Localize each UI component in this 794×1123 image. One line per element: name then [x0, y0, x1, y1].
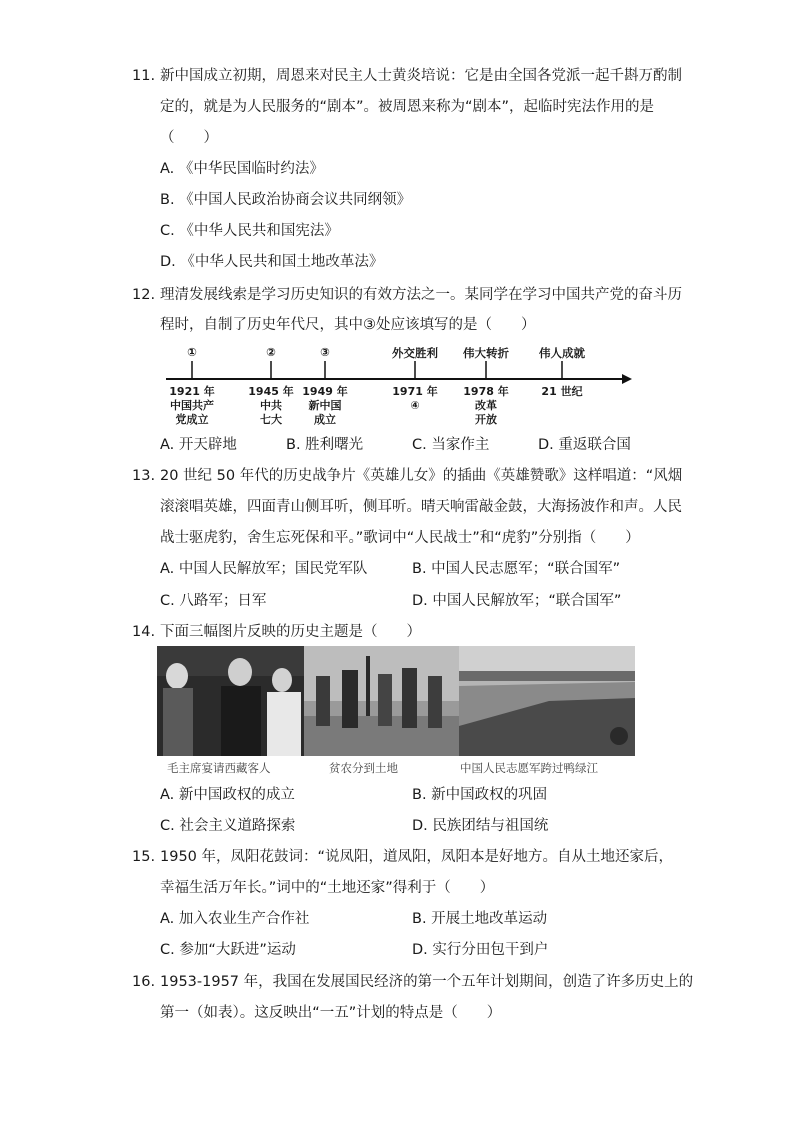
photo-banquet-image [157, 646, 304, 756]
option-d[interactable]: D. 重返联合国 [538, 437, 631, 453]
question-text: 战士驱虎豹，舍生忘死保和平。”歌词中“人民战士”和“虎豹”分别指（ ） [160, 530, 640, 546]
option-a[interactable]: A. 新中国政权的成立 [160, 787, 295, 803]
question-text: 滚滚唱英雄，四面青山侧耳听，侧耳听。晴天响雷敲金鼓，大海扬波作和声。人民 [160, 499, 682, 515]
question-number: 11. [132, 68, 156, 84]
timeline-marker-2: ② [266, 345, 276, 359]
option-a[interactable]: A. 《中华民国临时约法》 [160, 161, 324, 177]
option-b[interactable]: B. 胜利曙光 [286, 437, 364, 453]
option-a[interactable]: A. 加入农业生产合作社 [160, 911, 310, 927]
photo-caption-banquet: 毛主席宴请西藏客人 [167, 761, 271, 775]
timeline-event-21c: 21 世纪 [541, 385, 583, 398]
photo-strip [157, 646, 635, 776]
photo-yalu-river [459, 646, 635, 756]
photo-land-reform [304, 646, 459, 756]
option-d[interactable]: D. 实行分田包干到户 [412, 942, 549, 958]
question-text: 定的，就是为人民服务的“剧本”。被周恩来称为“剧本”，起临时宪法作用的是 [160, 99, 655, 115]
option-d[interactable]: D. 中国人民解放军；“联合国军” [412, 593, 622, 609]
question-number: 16. [132, 974, 156, 990]
question-text: 20 世纪 50 年代的历史战争片《英雄儿女》的插曲《英雄赞歌》这样唱道：“风烟 [160, 468, 683, 484]
option-b[interactable]: B. 开展土地改革运动 [412, 911, 548, 927]
timeline-event-1971: 1971 年 ④ [392, 385, 438, 412]
timeline-marker-turning: 伟大转折 [463, 346, 509, 360]
option-a[interactable]: A. 开天辟地 [160, 437, 237, 453]
question-text: 新中国成立初期，周恩来对民主人士黄炎培说：它是由全国各党派一起千斟万酌制 [160, 68, 682, 84]
option-c[interactable]: C. 社会主义道路探索 [160, 818, 296, 834]
timeline-marker-1: ① [187, 345, 197, 359]
question-number: 14. [132, 624, 156, 640]
timeline-marker-achievement: 伟人成就 [539, 346, 585, 360]
question-text: 程时，自制了历史年代尺，其中③处应该填写的是（ ） [160, 317, 536, 333]
option-b[interactable]: B. 新中国政权的巩固 [412, 787, 548, 803]
history-timeline [160, 343, 640, 438]
question-number: 12. [132, 287, 156, 303]
option-b[interactable]: B. 《中国人民政治协商会议共同纲领》 [160, 192, 412, 208]
option-a[interactable]: A. 中国人民解放军；国民党军队 [160, 561, 368, 577]
option-b[interactable]: B. 中国人民志愿军；“联合国军” [412, 561, 621, 577]
option-c[interactable]: C. 参加“大跃进”运动 [160, 942, 296, 958]
photo-caption-yalu-river: 中国人民志愿军跨过鸭绿江 [460, 761, 598, 775]
photo-land-reform-image [304, 646, 459, 756]
option-d[interactable]: D. 《中华人民共和国土地改革法》 [160, 254, 384, 270]
question-number: 15. [132, 849, 156, 865]
photo-yalu-river-image [459, 646, 635, 756]
photo-banquet [157, 646, 304, 756]
timeline-event-1978: 1978 年 改革 开放 [463, 385, 509, 426]
option-c[interactable]: C. 当家作主 [412, 437, 490, 453]
question-text: 下面三幅图片反映的历史主题是（ ） [160, 624, 421, 640]
question-text: （ ） [160, 130, 218, 146]
photo-caption-land-reform: 贫农分到土地 [329, 761, 398, 775]
timeline-event-1945: 1945 年 中共 七大 [248, 385, 294, 426]
question-text: 幸福生活万年长。”词中的“土地还家”得利于（ ） [160, 880, 495, 896]
timeline-event-1921: 1921 年 中国共产 党成立 [169, 385, 215, 426]
question-text: 理清发展线索是学习历史知识的有效方法之一。某同学在学习中国共产党的奋斗历 [160, 287, 682, 303]
timeline-event-1949: 1949 年 新中国 成立 [302, 385, 348, 426]
option-c[interactable]: C. 八路军；日军 [160, 593, 267, 609]
question-text: 1953-1957 年，我国在发展国民经济的第一个五年计划期间，创造了许多历史上的 [160, 974, 694, 990]
question-text: 1950 年，凤阳花鼓词：“说凤阳，道凤阳，凤阳本是好地方。自从土地还家后， [160, 849, 674, 865]
option-c[interactable]: C. 《中华人民共和国宪法》 [160, 223, 339, 239]
timeline-marker-diplomacy: 外交胜利 [392, 346, 438, 360]
question-number: 13. [132, 468, 156, 484]
timeline-marker-3: ③ [320, 345, 330, 359]
option-d[interactable]: D. 民族团结与祖国统 [412, 818, 549, 834]
question-text: 第一（如表）。这反映出“一五”计划的特点是（ ） [160, 1005, 502, 1021]
